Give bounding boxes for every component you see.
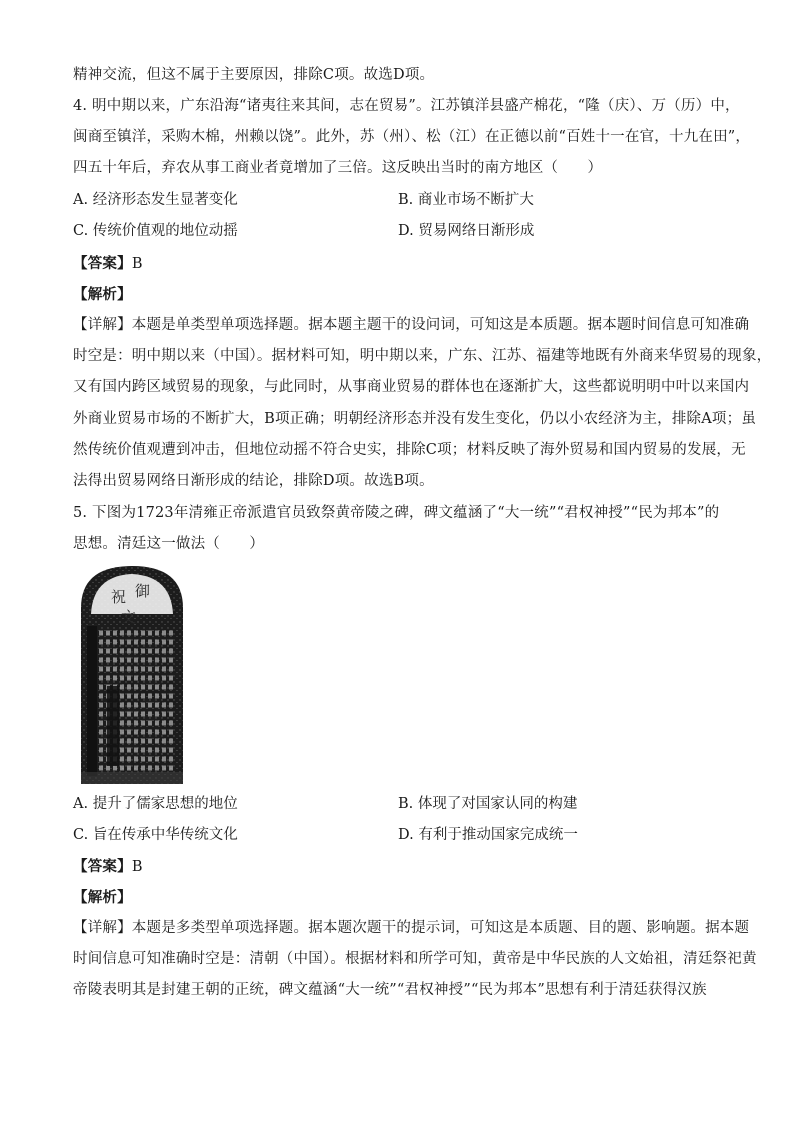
option-b: B. 商业市场不断扩大: [398, 192, 534, 208]
text-line: 时空是：明中期以来（中国）。据材料可知，明中期以来，广东、江苏、福建等地既有外商来华贸易的现象，: [73, 348, 772, 365]
question-5-stem: [73, 498, 723, 560]
text-line: 思想。清廷这一做法（ ）: [73, 536, 265, 553]
text-line: 法得出贸易网络日渐形成的结论，排除D项。故选B项。: [73, 472, 434, 489]
stele-title-char: 祝: [111, 588, 127, 606]
question-5-detail: [73, 913, 757, 1007]
text-line: 4. 明中期以来，广东沿海“诸夷往来其间，志在贸易”。江苏镇洋县盛产棉花，“隆（庆）、万（历）中，: [73, 98, 740, 114]
text-line: 又有国内跨区域贸易的现象，与此同时，从事商业贸易的群体也在逐渐扩大，这些都说明明中叶以来国内: [73, 379, 750, 396]
question-5-options-row-2: [73, 820, 723, 851]
stele-title-char: 御: [135, 582, 151, 600]
option-d: D. 贸易网络日渐形成: [398, 223, 535, 239]
answer-tag: 【答案】: [73, 255, 132, 272]
stele-title-char: 文: [121, 608, 137, 626]
analysis-tag: 【解析】: [73, 286, 132, 304]
analysis-tag: 【解析】: [73, 889, 132, 907]
answer-tag: 【答案】: [73, 858, 132, 875]
text-line: 【详解】本题是单类型单项选择题。据本题主题干的设问词，可知这是本质题。据本题时间信息可知准确: [73, 317, 750, 333]
text-line: 外商业贸易市场的不断扩大，B项正确；明朝经济形态并没有发生变化，仍以小农经济为主，排除A项；虽: [73, 410, 757, 427]
option-a: A. 提升了儒家思想的地位: [73, 796, 238, 812]
text-line: 然传统价值观遭到冲击，但地位动摇不符合史实，排除C项；材料反映了海外贸易和国内贸易的发展，无: [73, 441, 746, 458]
option-a: A. 经济形态发生显著变化: [73, 192, 238, 208]
answer-value: B: [131, 859, 143, 875]
answer-value: B: [131, 256, 143, 272]
option-c: C. 传统价值观的地位动摇: [73, 223, 238, 239]
question-4-detail: [73, 310, 772, 497]
question-4-stem: [73, 91, 751, 185]
question-4-options-row-1: [73, 185, 723, 216]
option-d: D. 有利于推动国家完成统一: [398, 827, 578, 843]
stele-rubbing-image: [77, 566, 187, 784]
text-line: 闽商至镇洋，采购木棉，州赖以饶”。此外，苏（州）、松（江）在正德以前“百姓十一在官，十九在田”，: [73, 129, 751, 146]
option-c: C. 旨在传承中华传统文化: [73, 827, 238, 843]
text-line: 精神交流，但这不属于主要原因，排除C项。故选D项。: [73, 67, 435, 83]
carryover-paragraph: [73, 60, 723, 91]
question-4-options-row-2: [73, 216, 723, 247]
question-5-options-row-1: [73, 789, 723, 820]
text-line: 时间信息可知准确时空是：清朝（中国）。根据材料和所学可知，黄帝是中华民族的人文始祖，清廷祭祀黄: [73, 951, 757, 968]
text-line: 5. 下图为1723年清雍正帝派遣官员致祭黄帝陵之碑，碑文蕴涵了“大一统”“君权神授”“民为邦本”的: [73, 505, 720, 521]
text-line: 四五十年后，弃农从事工商业者竟增加了三倍。这反映出当时的南方地区（ ）: [73, 160, 603, 177]
question-4-answer: [73, 248, 723, 310]
text-line: 【详解】本题是多类型单项选择题。据本题次题干的提示词，可知这是本质题、目的题、影响题。据本题: [73, 920, 750, 936]
question-5-answer: [73, 851, 723, 913]
option-b: B. 体现了对国家认同的构建: [398, 796, 578, 812]
text-line: 帝陵表明其是封建王朝的正统，碑文蕴涵“大一统”“君权神授”“民为邦本”思想有利于清廷获得汉族: [73, 982, 707, 999]
